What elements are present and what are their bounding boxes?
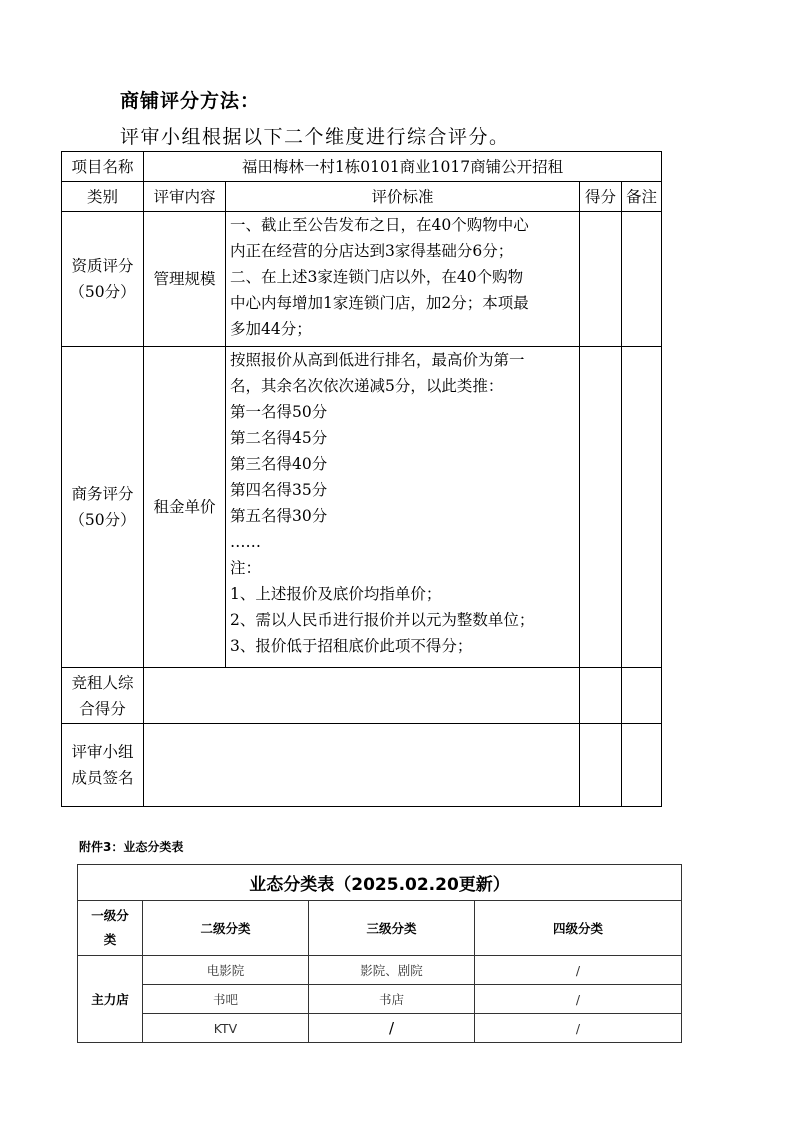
score-cell [580,724,622,807]
content-cell: 租金单价 [144,347,226,668]
criteria-line: 按照报价从高到低进行排名，最高价为第一 [230,351,525,369]
category-cell [62,212,144,347]
header-content: 评审内容 [144,182,226,212]
level4-cell: / [475,956,682,985]
header-level4: 四级分类 [475,901,682,956]
criteria-line: 多加44分； [230,320,312,338]
level4-cell: / [475,1014,682,1043]
criteria-line: 第二名得45分 [230,429,328,447]
criteria-line: …… [230,533,261,551]
level2-cell: 书吧 [143,985,309,1014]
header-level1-line: 类 [103,932,117,947]
level3-cell: 影院、剧院 [309,956,475,985]
header-level3: 三级分类 [309,901,475,956]
table-row [78,1014,682,1043]
category-table-header-row [78,901,682,956]
level4-cell: / [475,985,682,1014]
signature-label [62,724,144,807]
intro-text: 评审小组根据以下二个维度进行综合评分。 [120,126,510,148]
level2-cell: KTV [143,1014,309,1043]
header-level1-line: 一级分 [91,908,129,923]
header-level2: 二级分类 [143,901,309,956]
appendix-title: 附件3：业态分类表 [79,840,184,854]
score-cell [580,212,622,347]
scoring-table [61,151,662,807]
level2-cell: 电影院 [143,956,309,985]
criteria-line: 二、在上述3家连锁门店以外，在40个购物 [230,268,524,286]
criteria-line: 3、报价低于招租底价此项不得分； [230,637,473,655]
signature-value-cell [144,724,580,807]
category-table [77,864,682,1043]
category-table-title-row [78,865,682,901]
level3-cell: / [309,1014,475,1043]
category-name: 资质评分 [71,257,134,275]
criteria-line: 内正在经营的分店达到3家得基础分6分； [230,242,514,260]
criteria-line: 中心内每增加1家连锁门店，加2分；本项最 [230,294,529,312]
table-row [62,347,662,668]
header-row [62,182,662,212]
group-name: 主力店 [78,956,143,1043]
header-criteria: 评价标准 [226,182,580,212]
table-row [62,212,662,347]
total-label-line: 竞租人综 [71,673,134,692]
criteria-cell [226,347,580,668]
total-row [62,668,662,724]
signature-label-line: 评审小组 [71,743,134,761]
criteria-line: 一、截止至公告发布之日，在40个购物中心 [230,216,529,234]
criteria-line: 第一名得50分 [230,403,328,421]
project-label: 项目名称 [62,152,144,182]
criteria-line: 名，其余名次依次递减5分，以此类推： [230,377,504,395]
score-cell [580,347,622,668]
category-name: 商务评分 [71,485,134,503]
table-row [78,956,682,985]
criteria-line: 第五名得30分 [230,507,328,525]
content-cell: 管理规模 [144,212,226,347]
remark-cell [622,724,662,807]
total-label [62,668,144,724]
signature-label-line: 成员签名 [71,769,134,787]
criteria-cell [226,212,580,347]
header-level1 [78,901,143,956]
criteria-line: 1、上述报价及底价均指单价； [230,585,442,603]
criteria-line: 2、需以人民币进行报价并以元为整数单位； [230,611,535,629]
category-cell [62,347,144,668]
level3-cell: 书店 [309,985,475,1014]
remark-cell [622,212,662,347]
criteria-line: 第四名得35分 [230,481,328,499]
category-points: （50分） [69,283,136,301]
total-value-cell [144,668,580,724]
criteria-line: 第三名得40分 [230,455,328,473]
project-row [62,152,662,182]
header-category: 类别 [62,182,144,212]
signature-row [62,724,662,807]
remark-cell [622,668,662,724]
header-score: 得分 [580,182,622,212]
project-name: 福田梅林一村1栋0101商业1017商铺公开招租 [144,152,662,182]
category-points: （50分） [69,511,136,529]
total-label-line: 合得分 [79,699,126,718]
remark-cell [622,347,662,668]
header-remark: 备注 [622,182,662,212]
category-table-title: 业态分类表（2025.02.20更新） [78,865,682,901]
criteria-line: 注： [230,559,262,577]
score-cell [580,668,622,724]
section-heading: 商铺评分方法： [120,90,261,112]
table-row [78,985,682,1014]
